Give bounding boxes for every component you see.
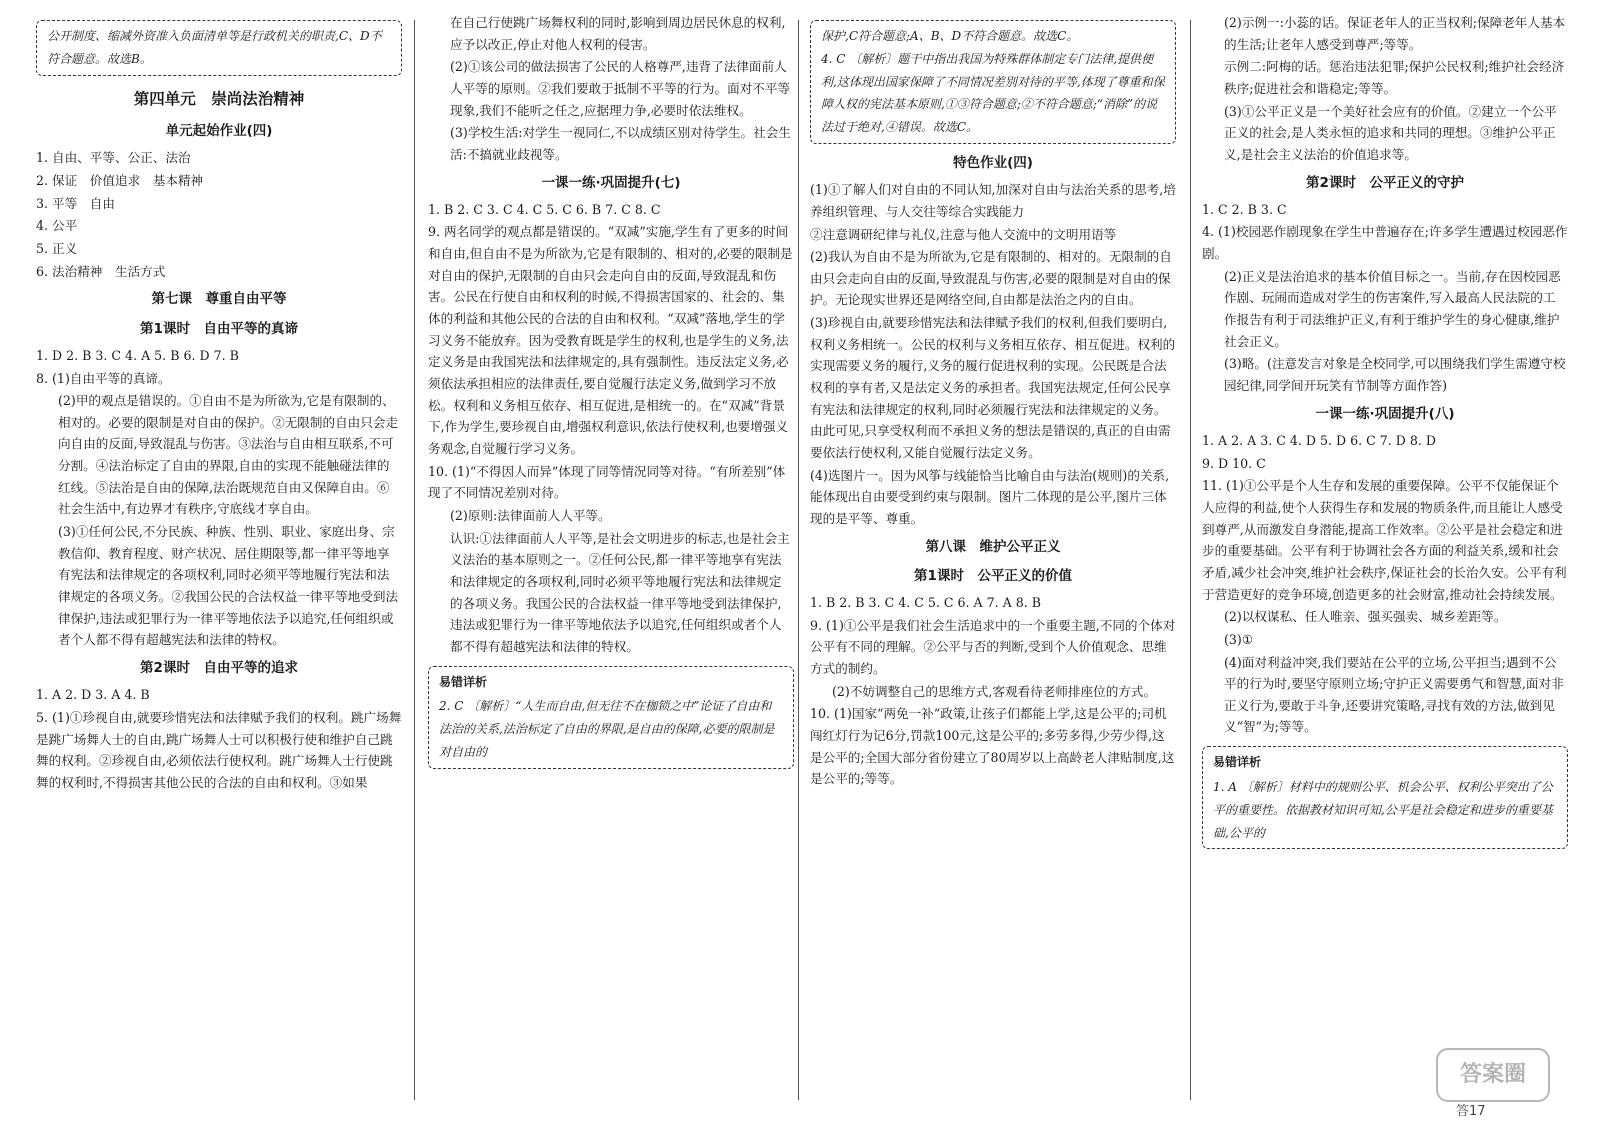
answer-line: (1)①了解人们对自由的不同认知,加深对自由与法治关系的思考,培养组织管理、与人交往等综合实践能力: [810, 182, 1176, 219]
answer-line: ②注意调研纪律与礼仪,注意与他人交流中的文明用语等: [810, 226, 1117, 242]
answer-paragraph: 在自己行使跳广场舞权利的同时,影响到周边居民休息的权利,应予以改正,停止对他人权利的侵害。: [450, 15, 786, 52]
answer-line: 1. 自由、平等、公正、法治: [36, 150, 191, 166]
section-heading: 第1课时 公平正义的价值: [914, 567, 1072, 584]
answer-line: (2)我认为自由不是为所欲为,它是有限制的、相对的。无限制的自由只会走向自由的反面,导致混乱与伤害,必要的限制是对自由的保护。无论现实世界还是网络空间,自由都是法治之内的自由。: [810, 249, 1172, 308]
answer-paragraph: (2)甲的观点是错误的。①自由不是为所欲为,它是有限制的、相对的。必要的限制是对自由的保护。②无限制的自由只会走向自由的反面,导致混乱与伤害。③法治与自由相互联系,不可分割。④法治标定了自由的界限,自由的实现不能触碰法律的红线。⑤法治是自由的保障,法治既规范自由又保障自由。⑥社会生活中,有边界才有秩序,守底线才享自由。: [58, 393, 399, 517]
answer-paragraph: (3)略。(注意发言对象是全校同学,可以围绕我们学生需遵守校园纪律,同学间开玩笑有节制等方面作答): [1224, 356, 1566, 394]
answer-line: 3. 平等 自由: [36, 195, 115, 211]
watermark-logo: 答案圈: [1436, 1048, 1550, 1102]
answer-paragraph: (3)①任何公民,不分民族、种族、性别、职业、家庭出身、宗教信仰、教育程度、财产状况、居住期限等,都一律平等地享有宪法和法律规定的各项权利,同时必须平等地履行宪法和法律规定的各项义务。②我国公民的合法权益一律平等地受到法律保护,违法或犯罪行为一律平等地依法予以追究,任何组织或者个人都不得有超越宪法和法律的特权。: [58, 524, 399, 648]
column-1: [36, 12, 402, 795]
box-title: 易错详析: [439, 674, 488, 689]
answer-line: 1. B 2. B 3. C 4. C 5. C 6. A 7. A 8. B: [810, 595, 1042, 611]
column-divider: [414, 20, 415, 1100]
column-divider: [1190, 20, 1191, 1100]
answer-paragraph: 示例二:阿梅的话。惩治违法犯罪;保护公民权利;维护社会经济秩序;促进社会和谐稳定;等等。: [1224, 59, 1565, 96]
answer-line: 9. (1)①公平是我们社会生活追求中的一个重要主题,不同的个体对公平有不同的理解。②公平与否的判断,受到个人价值观念、思维方式的制约。: [810, 617, 1176, 677]
column-2: [428, 12, 794, 777]
answer-line: 10. (1)国家“两免一补”政策,让孩子们都能上学,这是公平的;司机闯红灯行为记6分,罚款100元,这是公平的;多劳多得,少劳少得,这是公平的;全国大部分省份建立了80周岁以上高龄老人津贴制度,这是公平的;等等。: [810, 706, 1175, 787]
answer-paragraph: (2)以权谋私、任人唯亲、强买强卖、城乡差距等。: [1224, 609, 1507, 625]
answer-line: 6. 法治精神 生活方式: [36, 263, 166, 279]
answer-line: 2. 保证 价值追求 基本精神: [36, 173, 204, 189]
answer-paragraph: (2)①该公司的做法损害了公民的人格尊严,违背了法律面前人人平等的原则。②我们要敢于抵制不平等的行为。面对不平等现象,我们不能听之任之,应据理力争,必要时依法维权。: [450, 59, 791, 118]
section-heading: 第八课 维护公平正义: [925, 538, 1061, 555]
answer-line: 1. A 2. D 3. A 4. B: [36, 687, 150, 703]
column-4: [1202, 12, 1568, 857]
error-analysis-box: [428, 666, 794, 769]
answer-line: 10. (1)“不得因人而异”体现了同等情况同等对待。“有所差别”体现了不同情况差别对待。: [428, 463, 786, 501]
answer-line: (4)选图片一。因为风筝与线能恰当比喻自由与法治(规则)的关系,能体现出自由要受到约束与限制。图片二体现的是公平,图片三体现的是平等、尊重。: [810, 467, 1170, 527]
unit-heading: 第四单元 崇尚法治精神: [133, 89, 305, 108]
section-heading: 单元起始作业(四): [165, 123, 273, 140]
answer-line: 5. 正义: [36, 241, 78, 257]
section-heading: 第2课时 公平正义的守护: [1306, 174, 1464, 191]
answer-line: 9. D 10. C: [1202, 455, 1266, 471]
answer-line: 4. (1)校园恶作剧现象在学生中普遍存在;许多学生遭遇过校园恶作剧。: [1202, 224, 1568, 262]
answer-paragraph: (3)学校生活:对学生一视同仁,不以成绩区别对待学生。社会生活:不搞就业歧视等。: [450, 125, 791, 162]
answer-paragraph: (3)①公平正义是一个美好社会应有的价值。②建立一个公平正义的社会,是人类永恒的追求和共同的理想。③维护公平正义,是社会主义法治的价值追求等。: [1224, 103, 1557, 162]
section-heading: 第七课 尊重自由平等: [151, 291, 287, 308]
box-line: 4. C 〔解析〕题干中指出我国为特殊群体制定专门法律,提供便利,这体现出国家保障了不同情况差别对待的平等,体现了尊重和保障人权的宪法基本原则,①③符合题意;②不符合题意;“消除”的说法过于绝对,④错误。故选C。: [821, 51, 1165, 135]
section-heading: 一课一练·巩固提升(七): [541, 174, 681, 191]
error-analysis-box: [36, 20, 402, 76]
box-line: 2. C 〔解析〕“人生而自由,但无往不在枷锁之中”论证了自由和法治的关系,法治标定了自由的界限,是自由的保障,必要的限制是对自由的: [439, 699, 775, 759]
box-line: 公开制度、缩减外资准入负面清单等是行政机关的职责,C、D不符合题意。故选B。: [47, 29, 382, 66]
box-line: 保护,C符合题意;A、B、D不符合题意。故选C。: [821, 29, 1079, 43]
answer-line: 1. D 2. B 3. C 4. A 5. B 6. D 7. B: [36, 347, 239, 363]
answer-line: 4. 公平: [36, 218, 78, 234]
column-3: [810, 12, 1176, 791]
answer-paragraph: (2)原则:法律面前人人平等。: [450, 508, 611, 523]
answer-paragraph: (3)①: [1224, 631, 1254, 647]
section-heading: 一课一练·巩固提升(八): [1315, 405, 1455, 422]
error-analysis-box: [810, 20, 1176, 144]
box-title: 易错详析: [1213, 755, 1262, 770]
section-heading: 特色作业(四): [953, 154, 1033, 171]
answer-line: 5. (1)①珍视自由,就要珍惜宪法和法律赋予我们的权利。跳广场舞是跳广场舞人士的自由,跳广场舞人士可以积极行使和维护自己跳舞的权利。②珍视自由,必须依法行使权利。跳广场舞人士行使跳舞的权利时,不得损害其他公民的合法的自由和权利。③如果: [36, 709, 402, 790]
answer-paragraph: (2)示例一:小蕊的话。保证老年人的正当权利;保障老年人基本的生活;让老年人感受到尊严;等等。: [1224, 15, 1566, 52]
answer-line: (3)珍视自由,就要珍惜宪法和法律赋予我们的权利,但我们要明白,权利义务相统一。公民的权利与义务相互依存、相互促进。权利的实现需要义务的履行,义务的履行促进权利的实现。公民既是合法权利的享有者,又是法定义务的承担者。我国宪法规定,任何公民享有宪法和法律规定的权利,同时必须履行宪法和法律规定的义务。由此可见,只享受权利而不承担义务的想法是错误的,真正的自由需要依法行使权利,又能自觉履行法定义务。: [810, 315, 1176, 461]
answer-line: 9. 两名同学的观点都是错误的。“双减”实施,学生有了更多的时间和自由,但自由不是为所欲为,它是有限制的、相对的,必要的限制是对自由的保护,无限制的自由只会走向自由的反面,导致混乱和伤害。公民在行使自由和权利的时候,不得损害国家的、社会的、集体的利益和其他公民的合法的自由和权利。“双减”落地,学生的学习义务不能放弃。因为受教育既是学生的权利,也是学生的义务,法定义务是由我国宪法和法律规定的,具有强制性。违反法定义务,必须依法承担相应的法律责任,要自觉履行法定义务,做到学习不放松。权利和义务相互依存、相互促进,是相统一的。在“双减”背景下,作为学生,要珍视自由,增强权利意识,依法行使权利,也要增强义务观念,自觉履行学习义务。: [428, 224, 793, 457]
answer-paragraph: (2)不妨调整自己的思维方式,客观看待老师排座位的方式。: [832, 683, 1157, 699]
error-analysis-box: [1202, 746, 1568, 849]
column-divider: [798, 20, 799, 1100]
answer-paragraph: (2)正义是法治追求的基本价值目标之一。当前,存在因校园恶作剧、玩闹而造成对学生的伤害案件,写入最高人民法院的工作报告有利于司法维护正义,有利于维护学生的身心健康,维护社会正义。: [1224, 268, 1561, 349]
box-line: 1. A 〔解析〕材料中的规则公平、机会公平、权利公平突出了公平的重要性。依据教材知识可知,公平是社会稳定和进步的重要基础,公平的: [1213, 779, 1553, 840]
answer-line: 1. C 2. B 3. C: [1202, 201, 1287, 217]
answer-paragraph: (4)面对利益冲突,我们要站在公平的立场,公平担当;遇到不公平的行为时,要坚守原则立场;守护正义需要勇气和智慧,面对非正义行为,要敢于斗争,还要讲究策略,寻找有效的方法,做到见义“智”为;等等。: [1224, 654, 1564, 735]
answer-line: 11. (1)①公平是个人生存和发展的重要保障。公平不仅能保证个人应得的利益,使个人获得生存和发展的物质条件,而且能让人感受到尊严,从而激发自身潜能,提高工作效率。②公平是社会稳定和进步的重要基础。公平有利于协调社会各方面的利益关系,缓和社会矛盾,减少社会冲突,维护社会秩序,保证社会的长治久安。公平有利于营造更好的竞争环境,创造更多的社会财富,推动社会持续发展。: [1202, 478, 1567, 602]
answer-line: 8. (1)自由平等的真谛。: [36, 370, 171, 386]
answer-line: 1. B 2. C 3. C 4. C 5. C 6. B 7. C 8. C: [428, 201, 661, 217]
section-heading: 第2课时 自由平等的追求: [140, 660, 298, 677]
section-heading: 第1课时 自由平等的真谛: [140, 320, 298, 337]
answer-line: 1. A 2. A 3. C 4. D 5. D 6. C 7. D 8. D: [1202, 432, 1437, 448]
page-number: 答17: [1456, 1104, 1486, 1119]
answer-paragraph: 认识:①法律面前人人平等,是社会文明进步的标志,也是社会主义法治的基本原则之一。②任何公民,都一律平等地享有宪法和法律规定的各项权利,同时必须平等地履行宪法和法律规定的各项义务。我国公民的合法权益一律平等地受到法律保护,违法或犯罪行为一律平等地依法予以追究,任何组织或者个人都不得有超越宪法和法律的特权。: [450, 530, 790, 654]
